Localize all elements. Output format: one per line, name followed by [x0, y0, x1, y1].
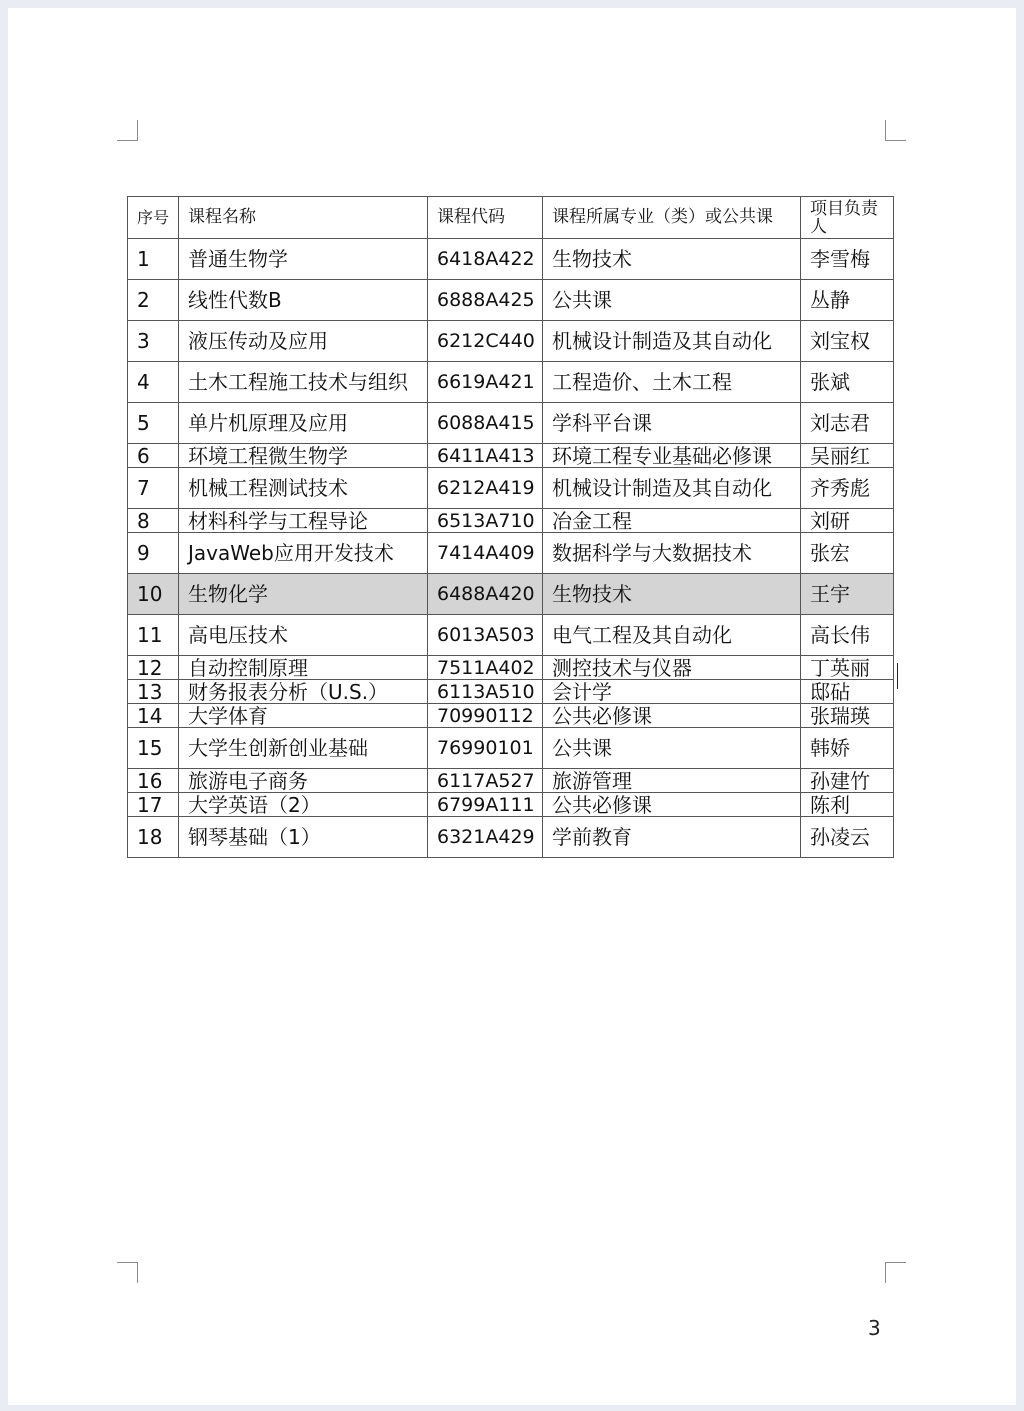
cell-major: 学前教育 [543, 817, 801, 858]
cell-course-code: 6488A420 [428, 574, 543, 615]
page-number: 3 [868, 1316, 881, 1340]
table-row [128, 704, 894, 728]
cell-major: 数据科学与大数据技术 [543, 533, 801, 574]
cell-course-name: 自动控制原理 [179, 656, 428, 680]
table-row [128, 468, 894, 509]
table-row [128, 656, 894, 680]
cell-course-name: 钢琴基础（1） [179, 817, 428, 858]
cell-major: 公共必修课 [543, 704, 801, 728]
cell-major: 学科平台课 [543, 403, 801, 444]
cell-course-name: 材料科学与工程导论 [179, 509, 428, 533]
crop-mark-top-right [885, 120, 906, 141]
cell-owner: 丛静 [801, 280, 894, 321]
cell-major: 机械设计制造及其自动化 [543, 468, 801, 509]
cell-course-code: 6013A503 [428, 615, 543, 656]
cell-course-name: 线性代数B [179, 280, 428, 321]
cell-major: 冶金工程 [543, 509, 801, 533]
cell-major: 环境工程专业基础必修课 [543, 444, 801, 468]
cell-owner: 刘志君 [801, 403, 894, 444]
cell-course-code: 6212A419 [428, 468, 543, 509]
cell-owner: 韩娇 [801, 728, 894, 769]
cell-major: 工程造价、土木工程 [543, 362, 801, 403]
cell-index: 11 [128, 615, 179, 656]
cell-course-name: 生物化学 [179, 574, 428, 615]
table-row [128, 444, 894, 468]
table-row [128, 817, 894, 858]
cell-course-code: 6513A710 [428, 509, 543, 533]
cell-index: 3 [128, 321, 179, 362]
table-row [128, 728, 894, 769]
table-row [128, 615, 894, 656]
cell-course-name: 土木工程施工技术与组织 [179, 362, 428, 403]
cell-major: 公共课 [543, 280, 801, 321]
cell-owner: 吴丽红 [801, 444, 894, 468]
cell-owner: 高长伟 [801, 615, 894, 656]
cell-course-code: 6088A415 [428, 403, 543, 444]
table-row [128, 403, 894, 444]
cell-course-name: 液压传动及应用 [179, 321, 428, 362]
cell-major: 旅游管理 [543, 769, 801, 793]
cell-index: 16 [128, 769, 179, 793]
cell-course-name: JavaWeb应用开发技术 [179, 533, 428, 574]
cell-index: 7 [128, 468, 179, 509]
cell-course-code: 6418A422 [428, 239, 543, 280]
cell-course-code: 6411A413 [428, 444, 543, 468]
cell-index: 6 [128, 444, 179, 468]
cell-owner: 张斌 [801, 362, 894, 403]
cell-course-code: 6888A425 [428, 280, 543, 321]
cell-index: 18 [128, 817, 179, 858]
cell-owner: 刘宝权 [801, 321, 894, 362]
cell-index: 14 [128, 704, 179, 728]
text-cursor [897, 663, 898, 689]
cell-index: 15 [128, 728, 179, 769]
cell-course-code: 6619A421 [428, 362, 543, 403]
cell-index: 13 [128, 680, 179, 704]
table-row [128, 793, 894, 817]
cell-course-name: 大学英语（2） [179, 793, 428, 817]
table-row [128, 321, 894, 362]
cell-index: 12 [128, 656, 179, 680]
crop-mark-top-left [117, 120, 138, 141]
header-course-name: 课程名称 [179, 197, 428, 239]
cell-owner: 孙建竹 [801, 769, 894, 793]
cell-owner: 齐秀彪 [801, 468, 894, 509]
header-major: 课程所属专业（类）或公共课 [543, 197, 801, 239]
cell-index: 8 [128, 509, 179, 533]
cell-index: 2 [128, 280, 179, 321]
header-owner: 项目负责人 [801, 197, 894, 239]
cell-major: 公共必修课 [543, 793, 801, 817]
table-row [128, 680, 894, 704]
cell-major: 会计学 [543, 680, 801, 704]
cell-course-code: 70990112 [428, 704, 543, 728]
crop-mark-bottom-left [117, 1262, 138, 1283]
cell-major: 生物技术 [543, 574, 801, 615]
cell-owner: 丁英丽 [801, 656, 894, 680]
table-row [128, 362, 894, 403]
cell-owner: 王宇 [801, 574, 894, 615]
cell-owner: 李雪梅 [801, 239, 894, 280]
cell-owner: 孙凌云 [801, 817, 894, 858]
cell-course-name: 大学生创新创业基础 [179, 728, 428, 769]
cell-course-code: 6113A510 [428, 680, 543, 704]
cell-owner: 邸砧 [801, 680, 894, 704]
table-row [128, 239, 894, 280]
cell-course-name: 高电压技术 [179, 615, 428, 656]
cell-index: 4 [128, 362, 179, 403]
cell-owner: 陈利 [801, 793, 894, 817]
table-row [128, 533, 894, 574]
cell-major: 机械设计制造及其自动化 [543, 321, 801, 362]
table-row [128, 280, 894, 321]
cell-course-code: 7511A402 [428, 656, 543, 680]
table-row [128, 769, 894, 793]
cell-owner: 刘研 [801, 509, 894, 533]
table-row [128, 509, 894, 533]
cell-course-code: 76990101 [428, 728, 543, 769]
crop-mark-bottom-right [885, 1262, 906, 1283]
cell-course-name: 环境工程微生物学 [179, 444, 428, 468]
cell-major: 公共课 [543, 728, 801, 769]
table-row-highlighted[interactable] [128, 574, 894, 615]
cell-course-name: 机械工程测试技术 [179, 468, 428, 509]
cell-course-name: 大学体育 [179, 704, 428, 728]
cell-major: 生物技术 [543, 239, 801, 280]
cell-major: 电气工程及其自动化 [543, 615, 801, 656]
cell-course-code: 6117A527 [428, 769, 543, 793]
cell-major: 测控技术与仪器 [543, 656, 801, 680]
cell-course-code: 7414A409 [428, 533, 543, 574]
cell-course-code: 6799A111 [428, 793, 543, 817]
cell-index: 10 [128, 574, 179, 615]
header-index: 序号 [128, 197, 179, 239]
cell-course-code: 6212C440 [428, 321, 543, 362]
cell-course-name: 单片机原理及应用 [179, 403, 428, 444]
cell-owner: 张瑞瑛 [801, 704, 894, 728]
header-course-code: 课程代码 [428, 197, 543, 239]
cell-course-name: 普通生物学 [179, 239, 428, 280]
cell-owner: 张宏 [801, 533, 894, 574]
cell-course-code: 6321A429 [428, 817, 543, 858]
cell-index: 9 [128, 533, 179, 574]
cell-index: 5 [128, 403, 179, 444]
course-table [127, 196, 894, 858]
cell-course-name: 旅游电子商务 [179, 769, 428, 793]
table-header-row [128, 197, 894, 239]
document-page [8, 8, 1016, 1405]
cell-index: 1 [128, 239, 179, 280]
cell-index: 17 [128, 793, 179, 817]
cell-course-name: 财务报表分析（U.S.） [179, 680, 428, 704]
